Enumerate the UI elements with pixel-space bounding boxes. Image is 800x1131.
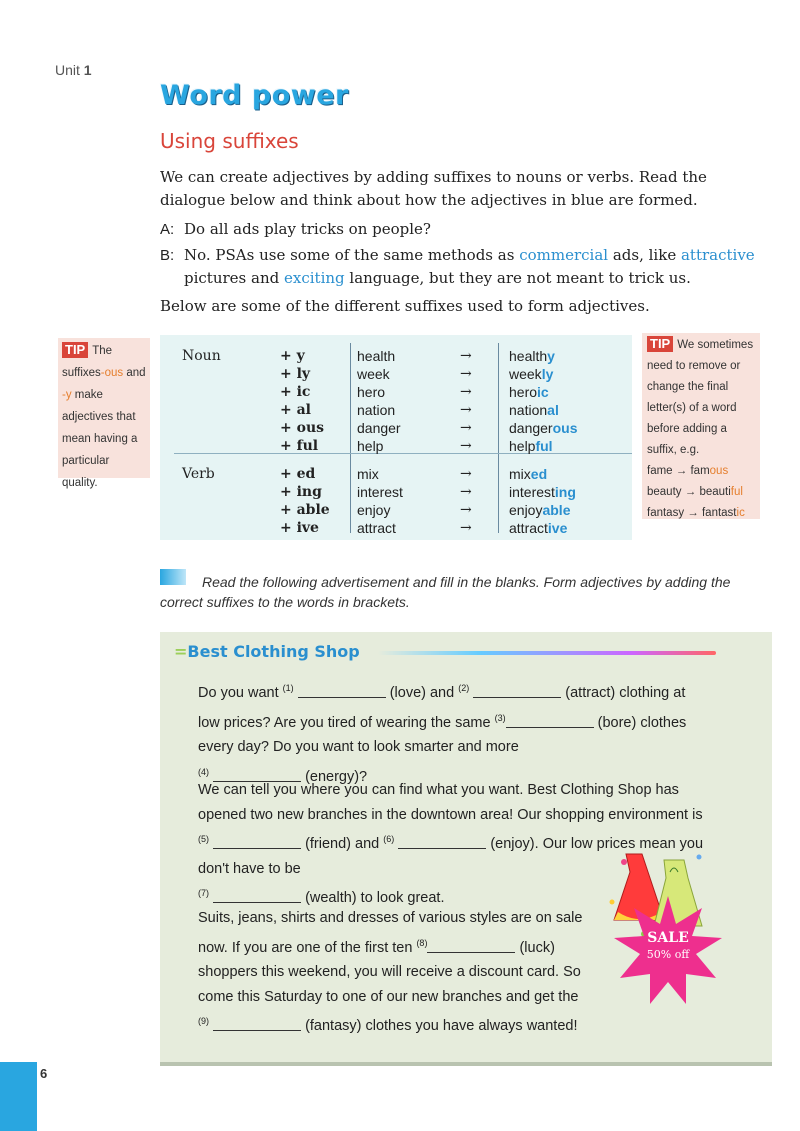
arrow-icon: → — [460, 520, 472, 536]
table-row: + able — [280, 502, 330, 518]
dialogue-line-a: A: Do all ads play tricks on people? — [160, 220, 431, 238]
dialogue-line-b: B: No. PSAs use some of the same methods as commercial ads, like attractive pictures and exciting language, but they are not meant to trick us. — [160, 246, 755, 287]
table-base-word: help — [357, 438, 384, 454]
table-type-verb: Verb — [182, 466, 215, 482]
table-row: + ic — [280, 384, 311, 400]
table-row: + y — [280, 348, 305, 364]
blank-7[interactable] — [213, 889, 301, 903]
table-result: attractive — [509, 520, 568, 536]
table-base-word: mix — [357, 466, 379, 482]
tip-label: TIP — [647, 336, 673, 352]
table-row: + ed — [280, 466, 316, 482]
sale-discount: 50% off — [646, 948, 690, 961]
table-row: + ous — [280, 420, 325, 436]
table-base-word: danger — [357, 420, 401, 436]
sale-label: SALE — [647, 930, 689, 946]
tip-label: TIP — [62, 342, 88, 358]
ad-paragraph-3: Suits, jeans, shirts and dresses of various styles are on sale now. If you are one of the first ten $^{(8)}$ (luck) shoppers this weekend, you will receive a discount card. So come this Saturday to one of our new branches and get the $^{(9)}$ (fantasy) clothes you have always wanted! — [198, 910, 583, 1034]
table-row: + ive — [280, 520, 319, 536]
blank-3[interactable] — [506, 714, 594, 728]
tip-box-right: TIP We sometimes need to remove or change the final letter(s) of a word before adding a suffix, e.g. fame → famous beauty → beautiful fantasy → fantastic — [642, 333, 760, 519]
arrow-icon: → — [460, 348, 472, 364]
blank-6[interactable] — [398, 835, 486, 849]
table-base-word: attract — [357, 520, 396, 536]
table-result: interesting — [509, 484, 576, 500]
arrow-icon: → — [460, 420, 472, 436]
table-result: enjoyable — [509, 502, 571, 518]
table-base-word: health — [357, 348, 396, 364]
tip-example: fame → famous — [647, 465, 729, 477]
ad-title: =Best Clothing Shop — [174, 642, 360, 661]
page-number: 6 — [40, 1066, 48, 1081]
arrow-icon: → — [460, 402, 472, 418]
arrow-icon: → — [460, 366, 472, 382]
table-base-word: interest — [357, 484, 403, 500]
blank-9[interactable] — [213, 1017, 301, 1031]
suffix-table — [160, 335, 632, 540]
table-base-word: nation — [357, 402, 396, 418]
table-result: national — [509, 402, 559, 418]
table-row: + ing — [280, 484, 322, 500]
page-color-bar — [0, 1062, 37, 1131]
tip-box-left: TIP The suffixes-ous and -y make adjectives that mean having a particular quality. — [58, 338, 150, 478]
section-subtitle: Using suffixes — [160, 129, 299, 153]
ad-paragraph-1: Do you want $^{(1)}$ (love) and $^{(2)}$ (attract) clothing at low prices? Are you tired of wearing the same $^{(3)}$ (bore) clothes every day? Do you want to look smarter and more $^{(4)}$ (energy)? — [198, 683, 687, 785]
adjective-attractive: attractive — [680, 246, 755, 264]
table-result: dangerous — [509, 420, 578, 436]
table-row: + ful — [280, 438, 319, 454]
arrow-icon: → — [460, 484, 472, 500]
unit-label: Unit 1 — [55, 62, 92, 78]
blank-2[interactable] — [473, 684, 561, 698]
tip-example: fantasy → fantastic — [647, 507, 745, 519]
ad-paragraph-2: We can tell you where you can find what you want. Best Clothing Shop has opened two new branches in the downtown area! Our shopping environment is $^{(5)}$ (friend) and $^{(6)}$ (enjoy). Our low prices mean you don't have to be $^{(7)}$ (wealth) to look great. — [198, 782, 704, 906]
table-row: + al — [280, 402, 311, 418]
table-result: healthy — [509, 348, 555, 364]
arrow-icon: → — [460, 466, 472, 482]
table-result: helpful — [509, 438, 553, 454]
intro-paragraph: We can create adjectives by adding suffixes to nouns or verbs. Read the dialogue below and think about how the adjectives in blue are formed. — [160, 168, 707, 209]
table-result: mixed — [509, 466, 548, 482]
below-paragraph: Below are some of the different suffixes used to form adjectives. — [160, 297, 650, 315]
tip-example: beauty → beautiful — [647, 486, 743, 498]
arrow-icon: → — [460, 384, 472, 400]
arrow-icon: → — [460, 438, 472, 454]
table-result: heroic — [509, 384, 549, 400]
blank-1[interactable] — [298, 684, 386, 698]
page-title: Word power — [160, 80, 349, 111]
table-base-word: enjoy — [357, 502, 391, 518]
blank-5[interactable] — [213, 835, 301, 849]
blank-8[interactable] — [427, 939, 515, 953]
adjective-commercial: commercial — [519, 246, 609, 264]
exercise-instruction: Read the following advertisement and fill in the blanks. Form adjectives by adding the correct suffixes to the words in brackets. — [160, 574, 731, 610]
table-row: + ly — [280, 366, 311, 382]
ad-title-underline — [378, 651, 716, 655]
table-result: weekly — [509, 366, 554, 382]
table-base-word: hero — [357, 384, 386, 400]
table-base-word: week — [357, 366, 390, 382]
adjective-exciting: exciting — [284, 269, 345, 287]
arrow-icon: → — [460, 502, 472, 518]
advertisement-box — [160, 632, 772, 1062]
table-type-noun: Noun — [182, 348, 221, 364]
